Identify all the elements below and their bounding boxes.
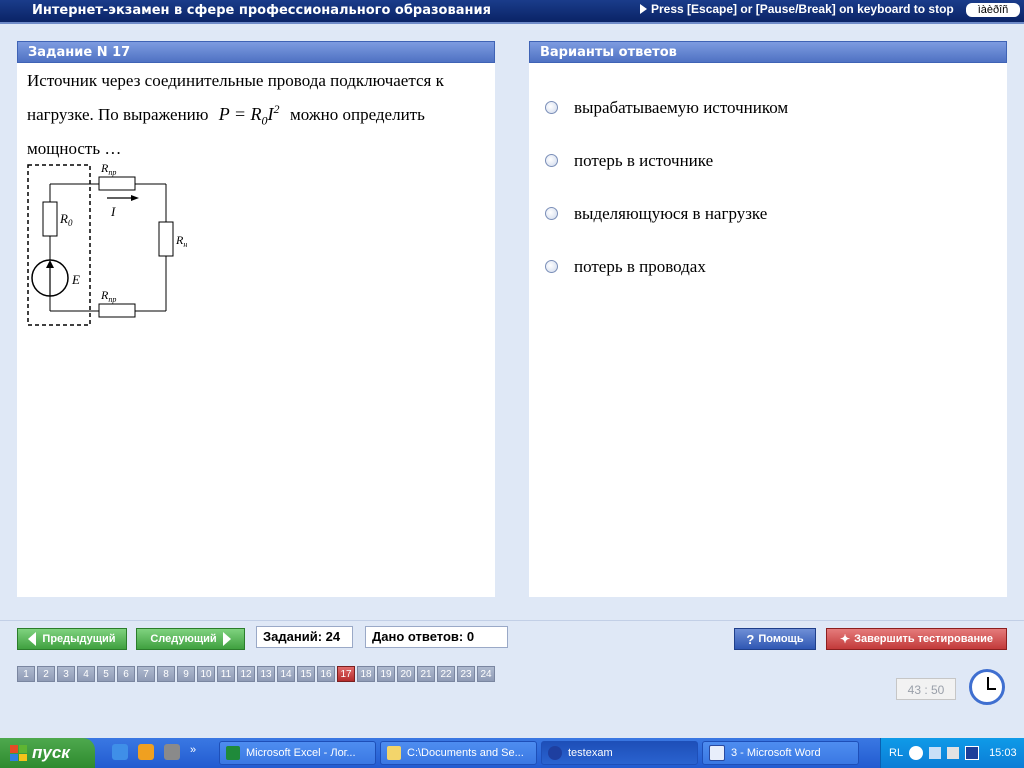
- question-number-15[interactable]: 15: [297, 666, 315, 682]
- taskbar-item-excel[interactable]: Microsoft Excel - Лог...: [219, 741, 376, 765]
- speaker-icon[interactable]: [929, 747, 941, 759]
- task-header: Задание N 17: [17, 41, 495, 63]
- radio-button[interactable]: [545, 207, 558, 220]
- question-number-7[interactable]: 7: [137, 666, 155, 682]
- clock-icon: [969, 669, 1005, 705]
- quick-launch: [112, 744, 196, 760]
- answer-option-2[interactable]: [529, 134, 1007, 187]
- system-tray: [880, 738, 1024, 768]
- resistor-rn: [159, 222, 173, 256]
- answers-count: Дано ответов: 0: [365, 626, 508, 648]
- play-icon: [640, 4, 647, 14]
- running-man-icon: ✦: [840, 632, 851, 646]
- taskbar-item-word[interactable]: 3 - Microsoft Word: [702, 741, 859, 765]
- timer-display: 43 : 50: [896, 678, 956, 700]
- question-number-4[interactable]: 4: [77, 666, 95, 682]
- question-number-18[interactable]: 18: [357, 666, 375, 682]
- source-boundary: [28, 165, 90, 325]
- finish-test-button[interactable]: ✦ Завершить тестирование: [826, 628, 1007, 650]
- resistor-r0: [43, 202, 57, 236]
- question-mark-icon: ?: [746, 631, 755, 647]
- question-number-22[interactable]: 22: [437, 666, 455, 682]
- question-number-3[interactable]: 3: [57, 666, 75, 682]
- taskbar-item-folder[interactable]: C:\Documents and Se...: [380, 741, 537, 765]
- question-number-13[interactable]: 13: [257, 666, 275, 682]
- answers-header: Варианты ответов: [529, 41, 1007, 63]
- label-r0: R: [60, 211, 68, 226]
- label-rpr-top: R: [101, 161, 109, 175]
- question-number-9[interactable]: 9: [177, 666, 195, 682]
- question-number-17[interactable]: 17: [337, 666, 355, 682]
- word-icon: [709, 745, 725, 761]
- answer-list: [529, 81, 1007, 293]
- start-button[interactable]: пуск: [0, 738, 95, 768]
- svg-text:Rн: [175, 233, 187, 249]
- svg-text:Rпр: [100, 161, 116, 177]
- radio-button[interactable]: [545, 101, 558, 114]
- question-number-5[interactable]: 5: [97, 666, 115, 682]
- language-indicator: ìàèðîñ: [966, 3, 1020, 17]
- label-rn: R: [176, 233, 184, 247]
- arrow-right-icon: [223, 632, 231, 646]
- question-number-23[interactable]: 23: [457, 666, 475, 682]
- resistor-rpr-bottom: [99, 304, 135, 317]
- taskbar: [0, 738, 1024, 768]
- clock-time: 15:03: [989, 747, 1017, 759]
- radio-button[interactable]: [545, 154, 558, 167]
- label-rpr-bottom-sub: пр: [108, 295, 117, 304]
- radio-button[interactable]: [545, 260, 558, 273]
- question-number-20[interactable]: 20: [397, 666, 415, 682]
- windows-logo-icon: [10, 745, 26, 761]
- question-number-2[interactable]: 2: [37, 666, 55, 682]
- question-text: [17, 67, 495, 163]
- answer-label: потерь в проводах: [574, 256, 706, 276]
- answers-panel: [529, 41, 1007, 597]
- label-rpr-bottom: R: [101, 288, 109, 302]
- ie-icon[interactable]: [112, 744, 128, 760]
- next-button[interactable]: Следующий: [136, 628, 245, 650]
- help-button[interactable]: ? Помощь: [734, 628, 816, 650]
- answer-option-3[interactable]: [529, 187, 1007, 240]
- answer-label: вырабатываемую источником: [574, 97, 789, 117]
- media-icon[interactable]: [965, 746, 979, 760]
- tray-expand-icon[interactable]: [909, 746, 923, 760]
- question-part1: Источник через соединительные провода подключается к нагрузке. По выражению: [27, 71, 444, 124]
- language-indicator-tray[interactable]: RL: [889, 747, 904, 759]
- question-number-6[interactable]: 6: [117, 666, 135, 682]
- answer-option-1[interactable]: [529, 81, 1007, 134]
- power-formula: $P = R_0I^2$: [218, 102, 280, 128]
- previous-button[interactable]: Предыдущий: [17, 628, 127, 650]
- answer-label: потерь в источнике: [574, 150, 714, 170]
- question-number-19[interactable]: 19: [377, 666, 395, 682]
- question-number-11[interactable]: 11: [217, 666, 235, 682]
- question-number-1[interactable]: 1: [17, 666, 35, 682]
- app-shortcut-icon[interactable]: [164, 744, 180, 760]
- svg-text:Rпр: [100, 288, 116, 304]
- label-i: I: [111, 204, 116, 219]
- taskbar-item-testexam[interactable]: testexam: [541, 741, 698, 765]
- task-panel: [17, 41, 495, 597]
- excel-icon: [226, 746, 240, 760]
- question-number-14[interactable]: 14: [277, 666, 295, 682]
- folder-icon: [387, 746, 401, 760]
- label-rn-sub: н: [183, 240, 188, 249]
- answer-option-4[interactable]: [529, 240, 1007, 293]
- resistor-rpr-top: [99, 177, 135, 190]
- label-r0-sub: 0: [67, 218, 73, 228]
- label-rpr-top-sub: пр: [108, 168, 117, 177]
- question-number-24[interactable]: 24: [477, 666, 495, 682]
- label-e: E: [72, 272, 80, 287]
- current-arrow-icon: [131, 195, 139, 201]
- question-number-16[interactable]: 16: [317, 666, 335, 682]
- stop-hint: [640, 2, 954, 16]
- question-number-10[interactable]: 10: [197, 666, 215, 682]
- question-number-8[interactable]: 8: [157, 666, 175, 682]
- arrow-left-icon: [28, 632, 36, 646]
- question-navigator: [17, 666, 495, 682]
- chevron-icon[interactable]: »: [190, 744, 197, 756]
- network-icon[interactable]: [947, 747, 959, 759]
- answer-label: выделяющуюся в нагрузке: [574, 203, 768, 223]
- stop-hint-text: Press [Escape] or [Pause/Break] on keyboard to stop: [651, 2, 954, 16]
- svg-text:R0: [59, 211, 73, 228]
- tasks-count: Заданий: 24: [256, 626, 353, 648]
- question-number-21[interactable]: 21: [417, 666, 435, 682]
- app-title: Интернет-экзамен в сфере профессионального образования: [32, 3, 491, 18]
- circuit-diagram: [25, 156, 225, 336]
- question-part2: можно определить мощность …: [27, 105, 425, 158]
- media-player-icon[interactable]: [138, 744, 154, 760]
- title-bar: [0, 0, 1024, 24]
- testexam-icon: [548, 746, 562, 760]
- question-number-12[interactable]: 12: [237, 666, 255, 682]
